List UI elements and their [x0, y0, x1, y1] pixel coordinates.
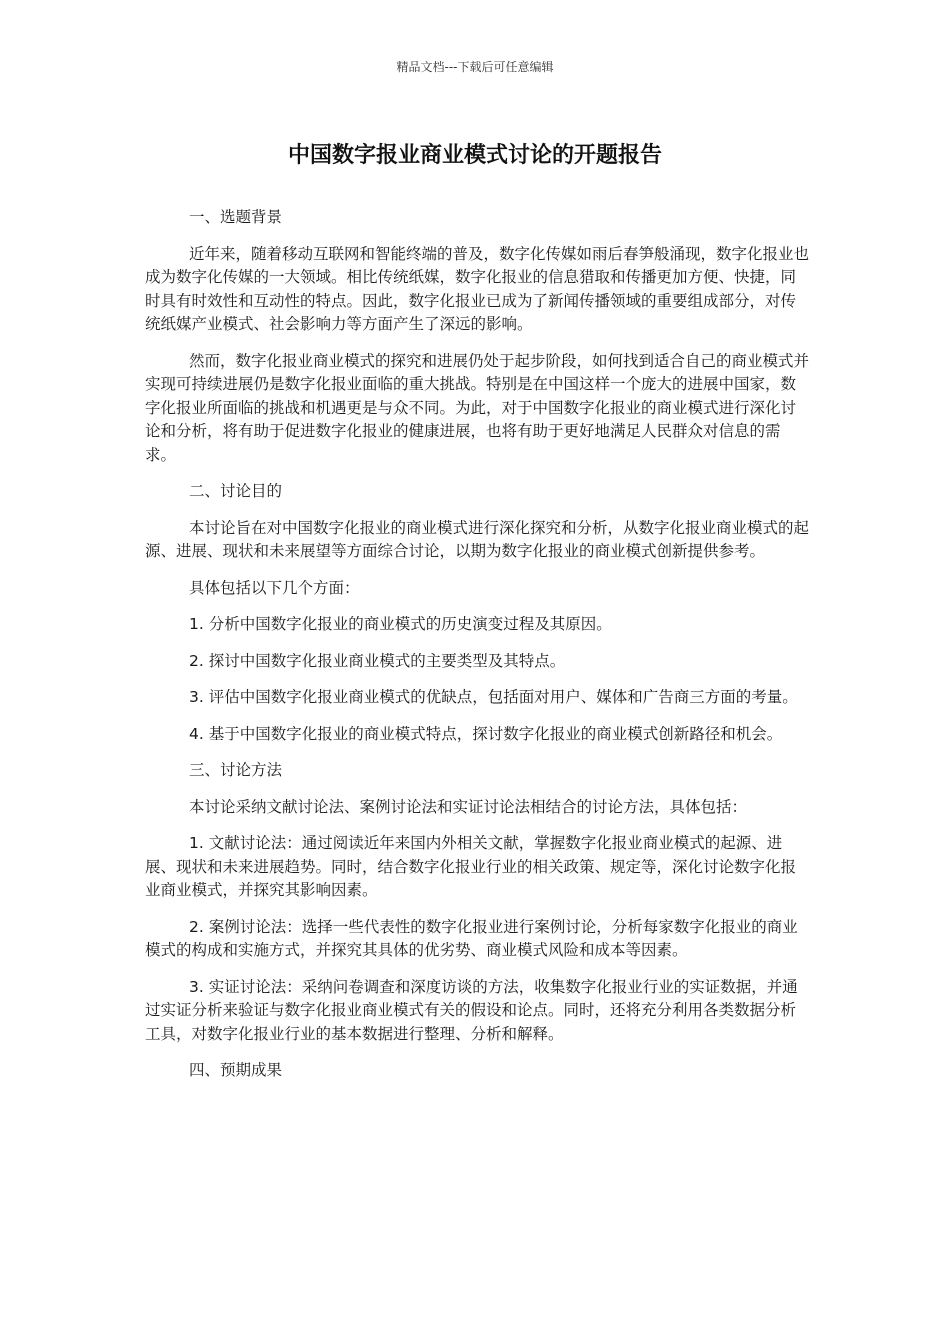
section-heading-method: 三、讨论方法	[189, 761, 283, 779]
list-item: 2. 探讨中国数字化报业商业模式的主要类型及其特点。	[189, 651, 566, 670]
page-header: 精品文档---下载后可任意编辑	[396, 60, 554, 74]
paragraph: 本讨论采纳文献讨论法、案例讨论法和实证讨论法相结合的讨论方法，具体包括：	[189, 797, 748, 816]
list-item: 1. 文献讨论法：通过阅读近年来国内外相关文献，掌握数字化报业商业模式的起源、进展、现状和未来进展趋势。同时，结合数字化报业行业的相关政策、规定等，深化讨论数字化报业商业模式，并探究其影响因素。	[145, 834, 797, 899]
list-item: 3. 评估中国数字化报业商业模式的优缺点，包括面对用户、媒体和广告商三方面的考量。	[189, 688, 798, 706]
document-title: 中国数字报业商业模式讨论的开题报告	[287, 143, 662, 168]
list-item: 4. 基于中国数字化报业的商业模式特点，探讨数字化报业的商业模式创新路径和机会。	[189, 724, 783, 743]
paragraph: 具体包括以下几个方面：	[189, 578, 360, 597]
section-heading-outcomes: 四、预期成果	[189, 1061, 283, 1079]
paragraph: 然而，数字化报业商业模式的探究和进展仍处于起步阶段，如何找到适合自己的商业模式并实现可持续进展仍是数字化报业面临的重大挑战。特别是在中国这样一个庞大的进展中国家，数字化报业所面临的挑战和机遇更是与众不同。为此，对于中国数字化报业的商业模式进行深化讨论和分析，将有助于促进数字化报业的健康进展，也将有助于更好地满足人民群众对信息的需求。	[145, 351, 810, 464]
section-heading-background: 一、选题背景	[189, 208, 283, 226]
paragraph: 近年来，随着移动互联网和智能终端的普及，数字化传媒如雨后春笋般涌现，数字化报业也成为数字化传媒的一大领域。相比传统纸媒，数字化报业的信息猎取和传播更加方便、快捷，同时具有时效性和互动性的特点。因此，数字化报业已成为了新闻传播领域的重要组成部分，对传统纸媒产业模式、社会影响力等方面产生了深远的影响。	[145, 244, 810, 333]
section-heading-purpose: 二、讨论目的	[189, 482, 283, 500]
list-item: 3. 实证讨论法：采纳问卷调查和深度访谈的方法，收集数字化报业行业的实证数据，并通过实证分析来验证与数字化报业商业模式有关的假设和论点。同时，还将充分利用各类数据分析工具，对数字化报业行业的基本数据进行整理、分析和解释。	[145, 977, 798, 1043]
paragraph: 本讨论旨在对中国数字化报业的商业模式进行深化探究和分析，从数字化报业商业模式的起源、进展、现状和未来展望等方面综合讨论，以期为数字化报业的商业模式创新提供参考。	[145, 518, 810, 560]
list-item: 2. 案例讨论法：选择一些代表性的数字化报业进行案例讨论，分析每家数字化报业的商业模式的构成和实施方式，并探究其具体的优劣势、商业模式风险和成本等因素。	[145, 917, 798, 959]
document-body	[145, 206, 810, 1096]
list-item: 1. 分析中国数字化报业的商业模式的历史演变过程及其原因。	[189, 615, 612, 633]
